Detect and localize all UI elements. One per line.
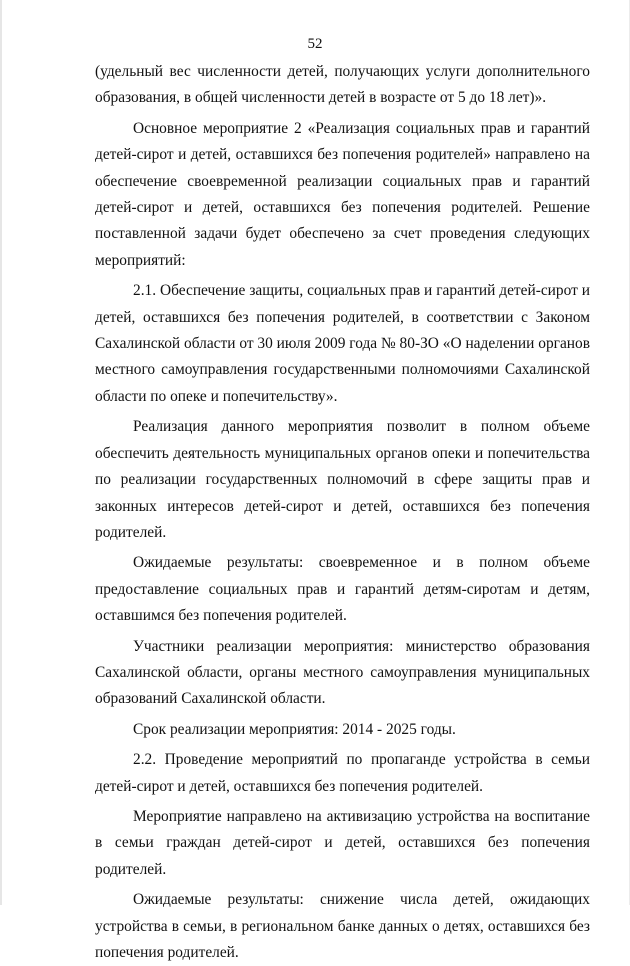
paragraph-expected-results-2: Ожидаемые результаты: снижение числа детей, ожидающих устройства в семьи, в региональном банке данных о детях, оставшихся без попечения родителей. xyxy=(95,891,590,961)
paragraph-item-2-1: 2.1. Обеспечение защиты, социальных прав и гарантий детей-сирот и детей, оставшихся без попечения родителей, в соответствии с Законом Сахалинской области от 30 июля 2009 года № 80-ЗО «О наделении органов местного самоуправления государственными полномочиями Сахалинской области по опеке и попечительству». xyxy=(95,282,590,405)
document-body xyxy=(95,59,590,966)
scan-left-edge xyxy=(0,0,2,905)
paragraph-continuation: (удельный вес численности детей, получающих услуги дополнительного образования, в общей численности детей в возрасте от 5 до 18 лет)». xyxy=(95,63,590,107)
paragraph-main-activity-2: Основное мероприятие 2 «Реализация социальных прав и гарантий детей-сирот и детей, оставшихся без попечения родителей» направлено на обеспечение своевременной реализации социальных прав и гарантий детей-сирот и детей, оставшихся без попечения родителей. Решение поставленной задачи будет обеспечено за счет проведения следующих мероприятий: xyxy=(95,119,590,269)
paragraph-implementation: Реализация данного мероприятия позволит в полном объеме обеспечить деятельность муниципальных органов опеки и попечительства по реализации государственных полномочий в сфере защиты прав и законных интересов детей-сирот и детей, оставшихся без попечения родителей. xyxy=(95,418,590,541)
paragraph-term: Срок реализации мероприятия: 2014 - 2025 годы. xyxy=(133,720,456,738)
paragraph-item-2-2: 2.2. Проведение мероприятий по пропаганде устройства в семьи детей-сирот и детей, оставшихся без попечения родителей. xyxy=(95,751,590,795)
paragraph-participants: Участники реализации мероприятия: министерство образования Сахалинской области, органы местного самоуправления муниципальных образований Сахалинской области. xyxy=(95,637,590,708)
page-number: 52 xyxy=(307,36,323,52)
paragraph-expected-results-1: Ожидаемые результаты: своевременное и в полном объеме предоставление социальных прав и гарантий детям-сиротам и детям, оставшимся без попечения родителей. xyxy=(95,554,590,625)
paragraph-activity-direction: Мероприятие направлено на активизацию устройства на воспитание в семьи граждан детей-сирот и детей, оставшихся без попечения родителей. xyxy=(95,807,590,878)
